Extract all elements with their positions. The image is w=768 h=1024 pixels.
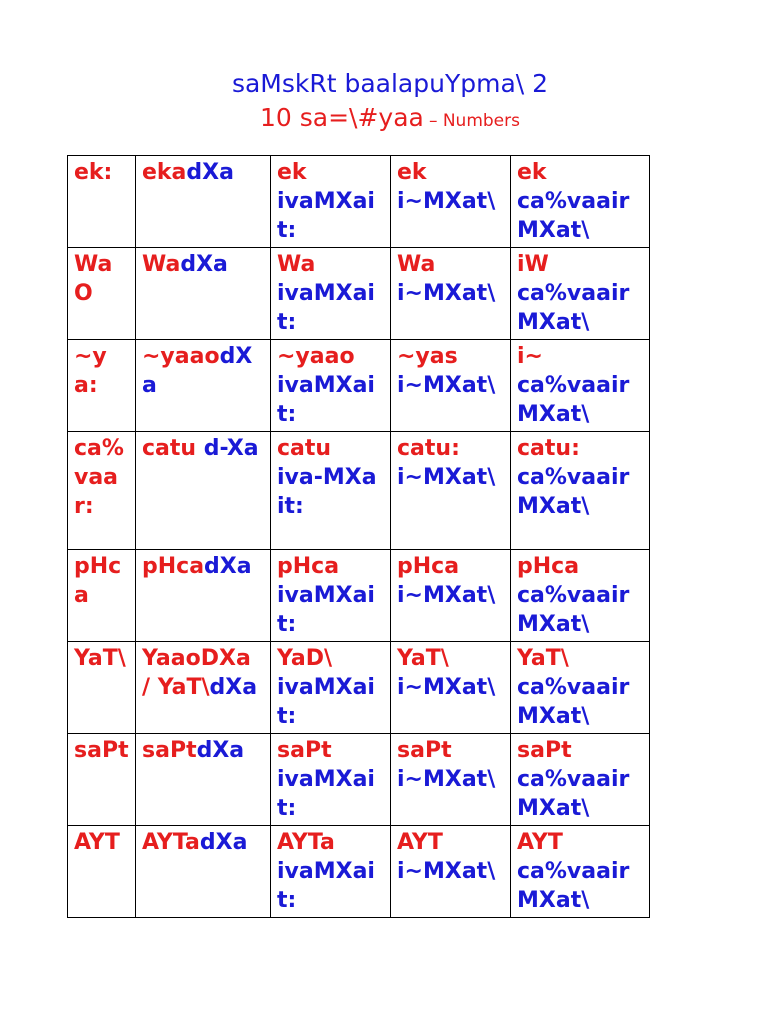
cell-word-red: iW [517, 252, 549, 277]
cell-word-red: saPt [397, 738, 452, 763]
cell-word-red: pHca [74, 554, 122, 608]
table-cell [391, 248, 511, 340]
cell-word-blue: dXa [196, 738, 245, 763]
cell-word-red: Wa [142, 252, 181, 277]
cell-word-red: Wa [397, 252, 436, 277]
cell-word-blue: ivaMXait: [277, 281, 375, 335]
cell-word-red: ek: [74, 160, 113, 185]
cell-word-blue: ca%vaairMXat\ [517, 465, 630, 519]
table-cell [68, 550, 136, 642]
cell-word-red: AYTa [142, 830, 200, 855]
table-cell [271, 340, 391, 432]
cell-word-red: YaT\ [74, 646, 126, 671]
table-cell [391, 826, 511, 918]
cell-word-red: eka [142, 160, 187, 185]
page-subtitle [0, 101, 768, 138]
subtitle-main: 10 sa=\#yaa [259, 103, 424, 132]
cell-word-blue: d-Xa [203, 436, 259, 461]
cell-word-blue: ca%vaairMXat\ [517, 583, 630, 637]
cell-word-red: ~ya: [74, 344, 107, 398]
table-cell [511, 826, 650, 918]
cell-word-red: YaT\ [517, 646, 569, 671]
cell-word-blue: i~MXat\ [397, 373, 496, 398]
cell-word-red: AYT [74, 830, 120, 855]
cell-word-red: catu [142, 436, 204, 461]
cell-word-red: Wa [277, 252, 316, 277]
cell-word-blue: ivaMXait: [277, 859, 375, 913]
table-row [68, 642, 650, 734]
cell-word-red: pHca [277, 554, 340, 579]
cell-word-blue: i~MXat\ [397, 281, 496, 306]
table-cell [271, 826, 391, 918]
cell-word-red: pHca [397, 554, 460, 579]
table-cell [511, 734, 650, 826]
cell-word-blue: dXa [204, 554, 252, 579]
table-row [68, 826, 650, 918]
table-cell [511, 156, 650, 248]
page-title: saMskRt baalapuYpma\ 2 [231, 69, 549, 98]
cell-word-red: WaO [74, 252, 113, 306]
table-cell [271, 734, 391, 826]
cell-word-blue: ivaMXait: [277, 767, 375, 821]
table-row [68, 340, 650, 432]
table-cell [136, 432, 271, 550]
cell-word-red: YaaoDXa / YaT\ [142, 646, 251, 700]
table-cell [391, 156, 511, 248]
table-cell [511, 642, 650, 734]
table-cell [391, 642, 511, 734]
cell-word-blue: dXa [199, 830, 248, 855]
table-cell [271, 432, 391, 550]
table-cell [391, 734, 511, 826]
cell-word-blue: ivaMXait: [277, 373, 375, 427]
table-cell [136, 156, 271, 248]
cell-word-blue: i~MXat\ [397, 583, 496, 608]
cell-word-red: saPt [74, 738, 129, 763]
cell-word-blue: ivaMXait: [277, 675, 375, 729]
cell-word-blue: ca%vaairMXat\ [517, 859, 630, 913]
cell-word-red: ek [517, 160, 547, 185]
numbers-table-body [68, 156, 650, 918]
cell-word-red: pHca [517, 554, 580, 579]
subtitle-note: – Numbers [428, 111, 520, 131]
cell-word-blue: ivaMXait: [277, 189, 375, 243]
cell-word-blue: dXa [142, 344, 253, 398]
table-cell [68, 642, 136, 734]
table-cell [136, 550, 271, 642]
table-cell [271, 156, 391, 248]
cell-word-blue: i~MXat\ [397, 675, 496, 700]
table-cell [68, 248, 136, 340]
table-cell [136, 826, 271, 918]
cell-word-blue: dXa [186, 160, 234, 185]
table-cell [68, 734, 136, 826]
cell-word-blue: i~MXat\ [397, 465, 496, 490]
table-row [68, 248, 650, 340]
cell-word-red: AYT [397, 830, 443, 855]
table-cell [391, 550, 511, 642]
cell-word-red: catu: [397, 436, 460, 461]
table-cell [271, 550, 391, 642]
table-row [68, 156, 650, 248]
table-cell [271, 248, 391, 340]
cell-word-red: ~yas [397, 344, 458, 369]
cell-word-red: catu: [517, 436, 580, 461]
cell-word-blue: ca%vaairMXat\ [517, 675, 630, 729]
numbers-table [67, 155, 650, 918]
cell-word-blue: ca%vaairMXat\ [517, 767, 630, 821]
table-cell [68, 432, 136, 550]
cell-word-red: ~yaao [277, 344, 355, 369]
cell-word-red: i~ [517, 344, 543, 369]
cell-word-blue: i~MXat\ [397, 189, 496, 214]
cell-word-blue: ca%vaairMXat\ [517, 189, 630, 243]
cell-word-red: AYTa [277, 830, 335, 855]
table-row [68, 432, 650, 550]
table-cell [511, 432, 650, 550]
table-cell [136, 248, 271, 340]
table-cell [271, 642, 391, 734]
cell-word-red: YaD\ [277, 646, 333, 671]
table-cell [511, 550, 650, 642]
cell-word-blue: dXa [180, 252, 228, 277]
cell-word-blue: ivaMXait: [277, 583, 375, 637]
table-cell [511, 340, 650, 432]
table-cell [391, 432, 511, 550]
cell-word-blue: i~MXat\ [397, 767, 496, 792]
table-cell [511, 248, 650, 340]
cell-word-blue: iva-MXait: [277, 465, 377, 519]
table-cell [136, 340, 271, 432]
cell-word-red: catu [277, 436, 332, 461]
cell-word-blue: ca%vaairMXat\ [517, 281, 630, 335]
cell-word-red: saPt [517, 738, 572, 763]
table-cell [391, 340, 511, 432]
table-cell [68, 156, 136, 248]
cell-word-red: AYT [517, 830, 563, 855]
table-cell [136, 642, 271, 734]
cell-word-red: ca%vaar: [74, 436, 124, 519]
cell-word-blue: ca%vaairMXat\ [517, 373, 630, 427]
cell-word-red: YaT\ [397, 646, 449, 671]
cell-word-red: saPt [142, 738, 197, 763]
cell-word-red: ek [397, 160, 427, 185]
cell-word-blue: dXa [209, 675, 258, 700]
table-row [68, 550, 650, 642]
cell-word-red: ek [277, 160, 307, 185]
table-row [68, 734, 650, 826]
table-cell [68, 340, 136, 432]
table-cell [136, 734, 271, 826]
cell-word-red: pHca [142, 554, 205, 579]
cell-word-red: saPt [277, 738, 332, 763]
cell-word-red: ~yaao [142, 344, 220, 369]
table-cell [68, 826, 136, 918]
cell-word-blue: i~MXat\ [397, 859, 496, 884]
